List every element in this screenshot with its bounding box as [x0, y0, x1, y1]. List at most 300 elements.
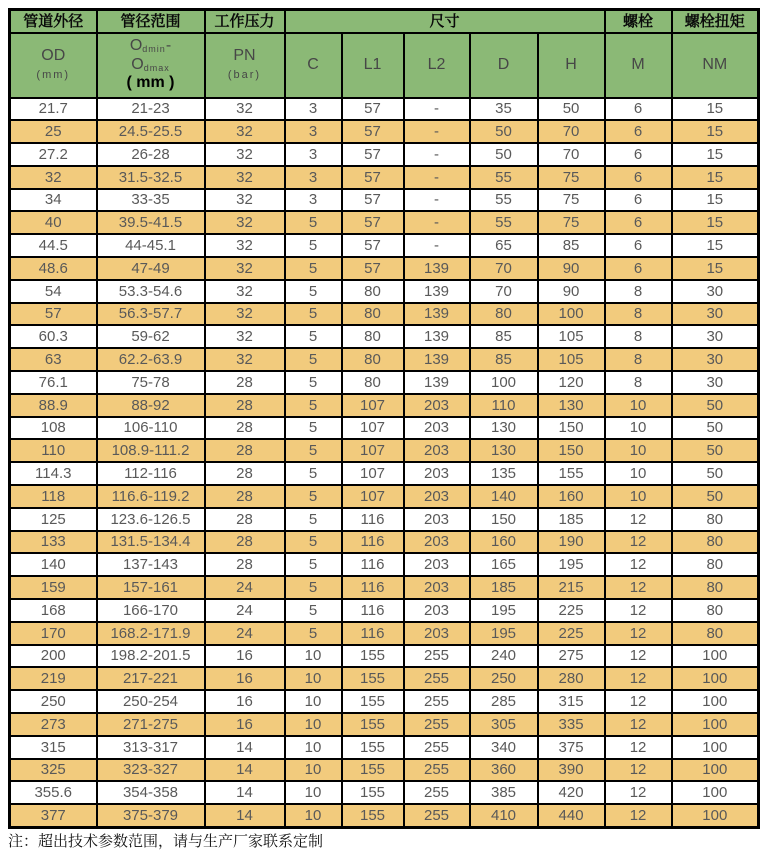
- cell-L2: 255: [404, 736, 470, 759]
- cell-OD: 54: [10, 280, 97, 303]
- column-header-L2: L2: [404, 33, 470, 98]
- cell-PN: 28: [205, 439, 285, 462]
- table-row: [10, 553, 759, 576]
- cell-H: 155: [538, 462, 605, 485]
- cell-Odmin-Odmax: 131.5-134.4: [97, 531, 205, 554]
- cell-L1: 107: [342, 439, 404, 462]
- cell-OD: 25: [10, 120, 97, 143]
- group-header-working-pressure: 工作压力: [205, 10, 285, 33]
- cell-Odmin-Odmax: 88-92: [97, 394, 205, 417]
- cell-C: 5: [285, 234, 342, 257]
- cell-D: 150: [470, 508, 538, 531]
- cell-M: 12: [605, 690, 672, 713]
- cell-NM: 15: [672, 143, 759, 166]
- cell-H: 50: [538, 98, 605, 121]
- cell-L2: 139: [404, 371, 470, 394]
- table-row: [10, 371, 759, 394]
- cell-M: 10: [605, 462, 672, 485]
- column-header-NM: NM: [672, 33, 759, 98]
- cell-M: 10: [605, 394, 672, 417]
- group-header-bolt-torque: 螺栓扭矩: [672, 10, 759, 33]
- cell-OD: 110: [10, 439, 97, 462]
- cell-L2: 139: [404, 280, 470, 303]
- cell-NM: 15: [672, 120, 759, 143]
- cell-OD: 44.5: [10, 234, 97, 257]
- cell-L2: 203: [404, 394, 470, 417]
- cell-Odmin-Odmax: 250-254: [97, 690, 205, 713]
- cell-NM: 30: [672, 348, 759, 371]
- cell-PN: 28: [205, 485, 285, 508]
- cell-D: 240: [470, 645, 538, 668]
- cell-PN: 16: [205, 690, 285, 713]
- cell-NM: 80: [672, 508, 759, 531]
- cell-D: 35: [470, 98, 538, 121]
- table-row: [10, 120, 759, 143]
- cell-Odmin-Odmax: 75-78: [97, 371, 205, 394]
- cell-Odmin-Odmax: 137-143: [97, 553, 205, 576]
- cell-L2: 255: [404, 804, 470, 827]
- cell-M: 8: [605, 303, 672, 326]
- cell-OD: 377: [10, 804, 97, 827]
- cell-C: 3: [285, 189, 342, 212]
- table-row: [10, 257, 759, 280]
- cell-M: 12: [605, 736, 672, 759]
- cell-C: 5: [285, 280, 342, 303]
- cell-H: 440: [538, 804, 605, 827]
- cell-NM: 15: [672, 257, 759, 280]
- cell-NM: 15: [672, 166, 759, 189]
- cell-L2: 203: [404, 553, 470, 576]
- cell-PN: 14: [205, 804, 285, 827]
- cell-NM: 80: [672, 576, 759, 599]
- cell-L1: 116: [342, 622, 404, 645]
- table-row: [10, 303, 759, 326]
- cell-L2: -: [404, 166, 470, 189]
- group-header-bolt: 螺栓: [605, 10, 672, 33]
- cell-PN: 32: [205, 166, 285, 189]
- cell-L1: 57: [342, 120, 404, 143]
- cell-NM: 30: [672, 371, 759, 394]
- cell-PN: 32: [205, 257, 285, 280]
- cell-D: 50: [470, 143, 538, 166]
- cell-M: 8: [605, 280, 672, 303]
- cell-Odmin-Odmax: 59-62: [97, 325, 205, 348]
- cell-M: 6: [605, 98, 672, 121]
- cell-NM: 50: [672, 439, 759, 462]
- cell-L1: 80: [342, 303, 404, 326]
- cell-NM: 15: [672, 234, 759, 257]
- cell-NM: 30: [672, 325, 759, 348]
- cell-L2: 203: [404, 485, 470, 508]
- table-row: [10, 804, 759, 827]
- table-row: [10, 325, 759, 348]
- cell-D: 70: [470, 257, 538, 280]
- cell-D: 55: [470, 211, 538, 234]
- cell-C: 10: [285, 690, 342, 713]
- group-header-pipe-outer-diameter: 管道外径: [10, 10, 97, 33]
- cell-D: 85: [470, 325, 538, 348]
- cell-H: 335: [538, 713, 605, 736]
- cell-Odmin-Odmax: 33-35: [97, 189, 205, 212]
- cell-L1: 80: [342, 348, 404, 371]
- cell-H: 195: [538, 553, 605, 576]
- cell-NM: 15: [672, 211, 759, 234]
- cell-M: 6: [605, 211, 672, 234]
- cell-L2: 139: [404, 303, 470, 326]
- cell-D: 185: [470, 576, 538, 599]
- cell-PN: 32: [205, 211, 285, 234]
- cell-L2: 203: [404, 508, 470, 531]
- cell-H: 215: [538, 576, 605, 599]
- cell-D: 165: [470, 553, 538, 576]
- cell-D: 50: [470, 120, 538, 143]
- cell-OD: 32: [10, 166, 97, 189]
- table-body: [10, 98, 759, 828]
- sub-header-row: [10, 33, 759, 98]
- cell-Odmin-Odmax: 271-275: [97, 713, 205, 736]
- cell-L1: 155: [342, 804, 404, 827]
- table-row: [10, 645, 759, 668]
- cell-C: 5: [285, 417, 342, 440]
- cell-C: 10: [285, 759, 342, 782]
- cell-D: 80: [470, 303, 538, 326]
- table-row: [10, 576, 759, 599]
- table-row: [10, 690, 759, 713]
- cell-L2: -: [404, 189, 470, 212]
- cell-D: 55: [470, 166, 538, 189]
- cell-H: 100: [538, 303, 605, 326]
- cell-D: 70: [470, 280, 538, 303]
- cell-PN: 28: [205, 394, 285, 417]
- cell-NM: 50: [672, 485, 759, 508]
- column-header-D: D: [470, 33, 538, 98]
- cell-OD: 315: [10, 736, 97, 759]
- cell-H: 315: [538, 690, 605, 713]
- table-row: [10, 394, 759, 417]
- cell-OD: 88.9: [10, 394, 97, 417]
- cell-L1: 80: [342, 371, 404, 394]
- cell-M: 6: [605, 234, 672, 257]
- table-header: [10, 10, 759, 98]
- cell-NM: 15: [672, 98, 759, 121]
- cell-L2: 203: [404, 439, 470, 462]
- cell-C: 5: [285, 439, 342, 462]
- cell-OD: 125: [10, 508, 97, 531]
- cell-M: 12: [605, 804, 672, 827]
- cell-Odmin-Odmax: 123.6-126.5: [97, 508, 205, 531]
- table-row: [10, 713, 759, 736]
- cell-Odmin-Odmax: 166-170: [97, 599, 205, 622]
- cell-M: 10: [605, 417, 672, 440]
- cell-OD: 118: [10, 485, 97, 508]
- cell-H: 90: [538, 257, 605, 280]
- cell-C: 5: [285, 325, 342, 348]
- cell-C: 5: [285, 371, 342, 394]
- cell-Odmin-Odmax: 62.2-63.9: [97, 348, 205, 371]
- cell-PN: 24: [205, 622, 285, 645]
- cell-L1: 155: [342, 759, 404, 782]
- cell-Odmin-Odmax: 157-161: [97, 576, 205, 599]
- cell-L1: 57: [342, 189, 404, 212]
- cell-M: 12: [605, 759, 672, 782]
- cell-L2: 255: [404, 667, 470, 690]
- cell-Odmin-Odmax: 39.5-41.5: [97, 211, 205, 234]
- cell-L2: 203: [404, 622, 470, 645]
- table-row: [10, 166, 759, 189]
- cell-NM: 100: [672, 736, 759, 759]
- cell-PN: 32: [205, 120, 285, 143]
- cell-L1: 116: [342, 508, 404, 531]
- cell-L1: 107: [342, 485, 404, 508]
- cell-M: 12: [605, 781, 672, 804]
- cell-D: 55: [470, 189, 538, 212]
- cell-M: 12: [605, 553, 672, 576]
- cell-L2: 203: [404, 462, 470, 485]
- cell-OD: 63: [10, 348, 97, 371]
- cell-L1: 107: [342, 417, 404, 440]
- cell-L1: 57: [342, 143, 404, 166]
- column-header-M: M: [605, 33, 672, 98]
- cell-Odmin-Odmax: 198.2-201.5: [97, 645, 205, 668]
- cell-L2: 203: [404, 599, 470, 622]
- cell-PN: 28: [205, 462, 285, 485]
- cell-NM: 80: [672, 599, 759, 622]
- cell-L1: 116: [342, 531, 404, 554]
- cell-H: 150: [538, 439, 605, 462]
- cell-C: 3: [285, 98, 342, 121]
- cell-D: 410: [470, 804, 538, 827]
- cell-C: 5: [285, 303, 342, 326]
- cell-PN: 32: [205, 143, 285, 166]
- table-row: [10, 417, 759, 440]
- cell-D: 305: [470, 713, 538, 736]
- cell-L2: 255: [404, 759, 470, 782]
- cell-H: 70: [538, 143, 605, 166]
- cell-NM: 100: [672, 667, 759, 690]
- cell-L1: 57: [342, 98, 404, 121]
- cell-C: 5: [285, 508, 342, 531]
- cell-H: 420: [538, 781, 605, 804]
- cell-OD: 21.7: [10, 98, 97, 121]
- cell-C: 10: [285, 804, 342, 827]
- cell-M: 12: [605, 508, 672, 531]
- cell-Odmin-Odmax: 21-23: [97, 98, 205, 121]
- table-row: [10, 98, 759, 121]
- column-header-L1: L1: [342, 33, 404, 98]
- cell-C: 3: [285, 120, 342, 143]
- cell-Odmin-Odmax: 375-379: [97, 804, 205, 827]
- cell-PN: 28: [205, 371, 285, 394]
- cell-L2: 139: [404, 325, 470, 348]
- cell-PN: 32: [205, 234, 285, 257]
- cell-PN: 24: [205, 599, 285, 622]
- cell-Odmin-Odmax: 56.3-57.7: [97, 303, 205, 326]
- table-row: [10, 143, 759, 166]
- cell-PN: 14: [205, 759, 285, 782]
- cell-OD: 170: [10, 622, 97, 645]
- cell-NM: 100: [672, 645, 759, 668]
- cell-H: 75: [538, 211, 605, 234]
- cell-Odmin-Odmax: 323-327: [97, 759, 205, 782]
- cell-M: 8: [605, 325, 672, 348]
- cell-L1: 155: [342, 781, 404, 804]
- cell-OD: 273: [10, 713, 97, 736]
- cell-H: 275: [538, 645, 605, 668]
- cell-D: 340: [470, 736, 538, 759]
- cell-NM: 80: [672, 553, 759, 576]
- cell-Odmin-Odmax: 108.9-111.2: [97, 439, 205, 462]
- cell-D: 140: [470, 485, 538, 508]
- column-header-C: C: [285, 33, 342, 98]
- cell-PN: 32: [205, 348, 285, 371]
- cell-L1: 107: [342, 462, 404, 485]
- cell-L1: 80: [342, 280, 404, 303]
- cell-H: 105: [538, 325, 605, 348]
- cell-NM: 30: [672, 303, 759, 326]
- cell-D: 195: [470, 622, 538, 645]
- cell-H: 130: [538, 394, 605, 417]
- table-row: [10, 348, 759, 371]
- cell-L2: -: [404, 234, 470, 257]
- cell-PN: 32: [205, 98, 285, 121]
- cell-H: 90: [538, 280, 605, 303]
- cell-NM: 100: [672, 804, 759, 827]
- cell-H: 85: [538, 234, 605, 257]
- cell-NM: 30: [672, 280, 759, 303]
- cell-L1: 155: [342, 667, 404, 690]
- cell-NM: 80: [672, 531, 759, 554]
- cell-C: 5: [285, 531, 342, 554]
- cell-NM: 50: [672, 394, 759, 417]
- cell-L1: 57: [342, 257, 404, 280]
- cell-PN: 32: [205, 189, 285, 212]
- table-row: [10, 508, 759, 531]
- cell-L1: 57: [342, 211, 404, 234]
- cell-L1: 116: [342, 599, 404, 622]
- cell-M: 12: [605, 531, 672, 554]
- table-row: [10, 736, 759, 759]
- cell-L2: 203: [404, 576, 470, 599]
- cell-OD: 108: [10, 417, 97, 440]
- cell-M: 12: [605, 667, 672, 690]
- cell-D: 160: [470, 531, 538, 554]
- cell-D: 285: [470, 690, 538, 713]
- cell-C: 3: [285, 166, 342, 189]
- cell-H: 75: [538, 189, 605, 212]
- table-row: [10, 280, 759, 303]
- cell-C: 5: [285, 348, 342, 371]
- cell-Odmin-Odmax: 31.5-32.5: [97, 166, 205, 189]
- cell-OD: 140: [10, 553, 97, 576]
- cell-M: 12: [605, 622, 672, 645]
- cell-OD: 250: [10, 690, 97, 713]
- pipe-spec-table: [8, 8, 760, 829]
- cell-OD: 48.6: [10, 257, 97, 280]
- cell-C: 5: [285, 462, 342, 485]
- cell-C: 5: [285, 553, 342, 576]
- cell-L2: 139: [404, 257, 470, 280]
- cell-M: 12: [605, 576, 672, 599]
- cell-PN: 28: [205, 531, 285, 554]
- cell-NM: 100: [672, 713, 759, 736]
- cell-Odmin-Odmax: 354-358: [97, 781, 205, 804]
- cell-C: 10: [285, 736, 342, 759]
- cell-L1: 155: [342, 645, 404, 668]
- table-row: [10, 667, 759, 690]
- cell-C: 3: [285, 143, 342, 166]
- cell-Odmin-Odmax: 217-221: [97, 667, 205, 690]
- cell-L2: 255: [404, 781, 470, 804]
- column-header-Odmin-Odmax: Odmin- Odmax ( mm ): [97, 33, 205, 98]
- cell-H: 105: [538, 348, 605, 371]
- cell-M: 10: [605, 485, 672, 508]
- cell-Odmin-Odmax: 168.2-171.9: [97, 622, 205, 645]
- cell-D: 250: [470, 667, 538, 690]
- cell-L1: 57: [342, 234, 404, 257]
- cell-H: 150: [538, 417, 605, 440]
- cell-OD: 133: [10, 531, 97, 554]
- cell-H: 375: [538, 736, 605, 759]
- cell-C: 10: [285, 781, 342, 804]
- cell-PN: 16: [205, 645, 285, 668]
- table-row: [10, 622, 759, 645]
- cell-OD: 159: [10, 576, 97, 599]
- cell-D: 195: [470, 599, 538, 622]
- table-row: [10, 781, 759, 804]
- cell-D: 85: [470, 348, 538, 371]
- cell-H: 70: [538, 120, 605, 143]
- group-header-dimensions: 尺寸: [285, 10, 605, 33]
- cell-L1: 116: [342, 553, 404, 576]
- cell-H: 280: [538, 667, 605, 690]
- cell-H: 225: [538, 622, 605, 645]
- cell-OD: 200: [10, 645, 97, 668]
- column-header-H: H: [538, 33, 605, 98]
- group-header-pipe-diameter-range: 管径范围: [97, 10, 205, 33]
- cell-Odmin-Odmax: 116.6-119.2: [97, 485, 205, 508]
- cell-Odmin-Odmax: 106-110: [97, 417, 205, 440]
- cell-PN: 32: [205, 303, 285, 326]
- cell-D: 65: [470, 234, 538, 257]
- cell-OD: 168: [10, 599, 97, 622]
- cell-PN: 28: [205, 508, 285, 531]
- cell-L2: -: [404, 143, 470, 166]
- cell-PN: 24: [205, 576, 285, 599]
- cell-OD: 57: [10, 303, 97, 326]
- cell-M: 8: [605, 371, 672, 394]
- cell-PN: 14: [205, 736, 285, 759]
- cell-OD: 34: [10, 189, 97, 212]
- cell-C: 10: [285, 713, 342, 736]
- cell-Odmin-Odmax: 26-28: [97, 143, 205, 166]
- cell-OD: 325: [10, 759, 97, 782]
- cell-D: 110: [470, 394, 538, 417]
- cell-PN: 14: [205, 781, 285, 804]
- cell-PN: 16: [205, 713, 285, 736]
- cell-C: 5: [285, 622, 342, 645]
- cell-M: 8: [605, 348, 672, 371]
- cell-M: 6: [605, 189, 672, 212]
- cell-L2: 255: [404, 690, 470, 713]
- cell-NM: 50: [672, 417, 759, 440]
- cell-L2: 139: [404, 348, 470, 371]
- cell-M: 12: [605, 713, 672, 736]
- table-row: [10, 189, 759, 212]
- table-row: [10, 462, 759, 485]
- cell-Odmin-Odmax: 53.3-54.6: [97, 280, 205, 303]
- cell-L2: 203: [404, 531, 470, 554]
- cell-L2: 255: [404, 645, 470, 668]
